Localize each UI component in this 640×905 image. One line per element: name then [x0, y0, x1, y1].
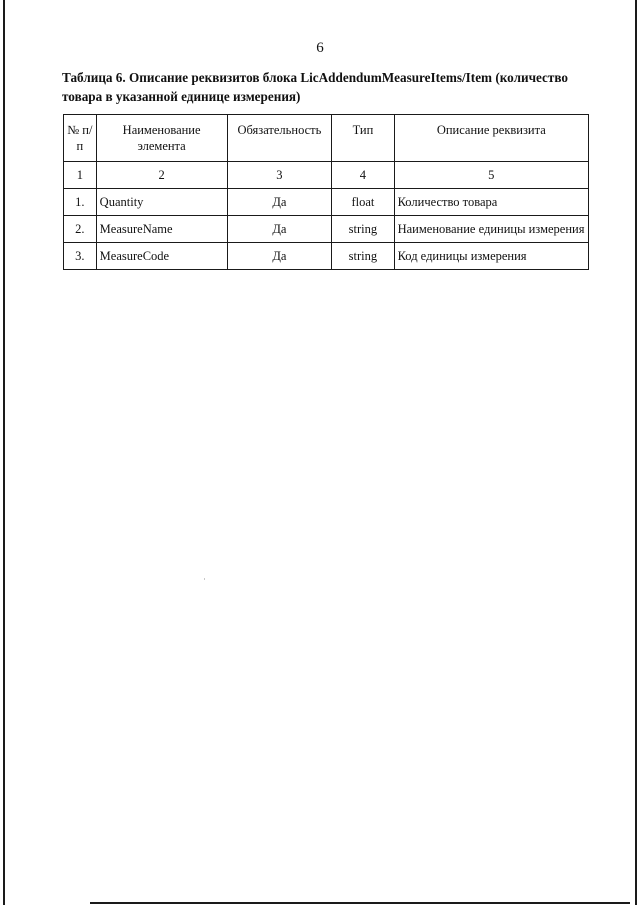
- row-required: Да: [227, 243, 332, 270]
- header-element-name: Наименование элемента: [96, 115, 227, 162]
- page-border-right: [635, 0, 637, 905]
- column-number: 3: [227, 162, 332, 189]
- table-caption: Таблица 6. Описание реквизитов блока LicAddendumMeasureItems/Item (количество товара в указанной единице измерения): [62, 70, 568, 104]
- row-description: Код единицы измерения: [394, 243, 588, 270]
- row-number: 2.: [64, 216, 97, 243]
- column-number: 1: [64, 162, 97, 189]
- table-row: [64, 189, 589, 216]
- scan-speck: [204, 578, 205, 580]
- page-border-bottom: [90, 902, 630, 904]
- column-number: 5: [394, 162, 588, 189]
- requisites-table: [63, 114, 589, 270]
- row-required: Да: [227, 189, 332, 216]
- table-row: [64, 243, 589, 270]
- row-element-name: MeasureName: [96, 216, 227, 243]
- column-number-row: [64, 162, 589, 189]
- header-description: Описание реквизита: [394, 115, 588, 162]
- row-element-name: Quantity: [96, 189, 227, 216]
- page-border-left: [3, 0, 5, 905]
- column-number: 2: [96, 162, 227, 189]
- header-number: № п/п: [64, 115, 97, 162]
- row-description: Количество товара: [394, 189, 588, 216]
- row-element-name: MeasureCode: [96, 243, 227, 270]
- row-type: float: [332, 189, 394, 216]
- table-header-row: [64, 115, 589, 162]
- header-type: Тип: [332, 115, 394, 162]
- row-type: string: [332, 216, 394, 243]
- row-type: string: [332, 243, 394, 270]
- page-number: 6: [316, 40, 324, 56]
- column-number: 4: [332, 162, 394, 189]
- header-required: Обязательность: [227, 115, 332, 162]
- row-required: Да: [227, 216, 332, 243]
- table-row: [64, 216, 589, 243]
- row-number: 3.: [64, 243, 97, 270]
- row-number: 1.: [64, 189, 97, 216]
- row-description: Наименование единицы измерения: [394, 216, 588, 243]
